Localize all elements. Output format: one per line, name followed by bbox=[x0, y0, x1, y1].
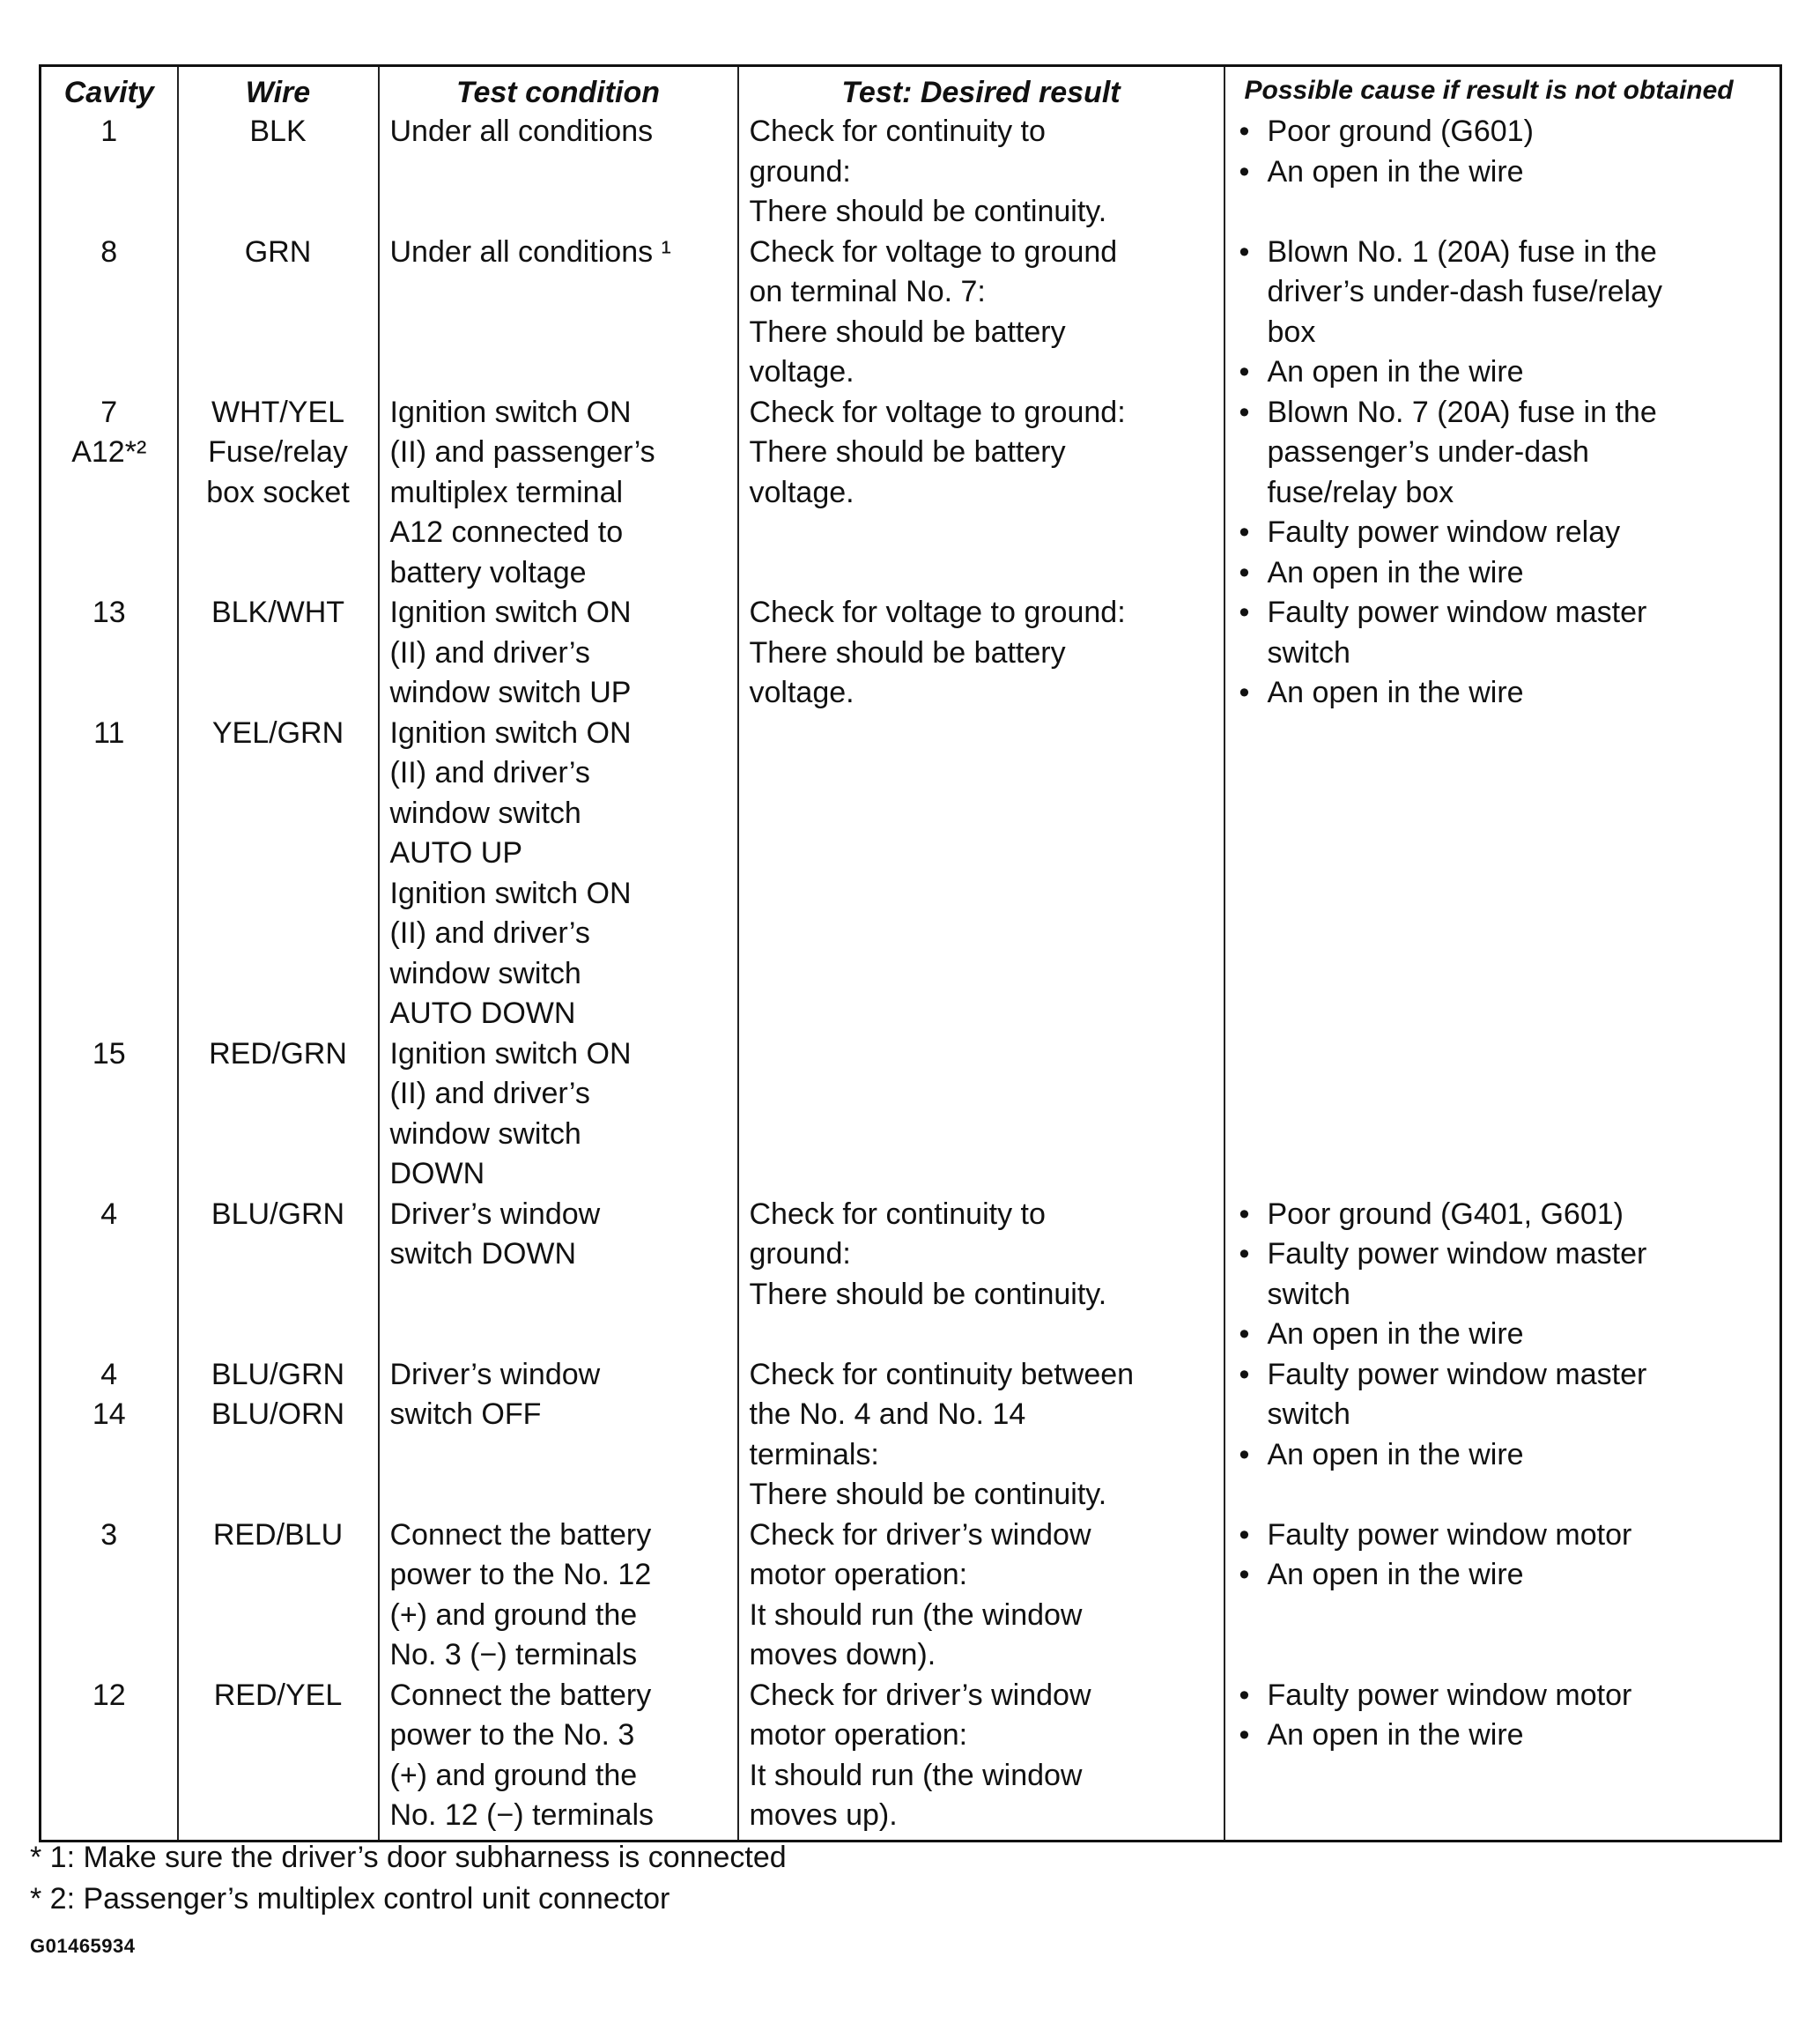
result-cell-line: voltage. bbox=[749, 676, 855, 709]
bullet-icon: • bbox=[1239, 1678, 1250, 1712]
cavity-cell-line: 11 bbox=[93, 715, 125, 750]
wire-cell bbox=[178, 233, 379, 393]
cause-text: An open in the wire bbox=[1267, 1558, 1524, 1591]
table-row bbox=[41, 1516, 1781, 1676]
cause-text: An open in the wire bbox=[1267, 555, 1524, 589]
result-cell-line: voltage. bbox=[749, 475, 855, 509]
cavity-cell-line: 1 bbox=[100, 115, 118, 148]
condition-cell bbox=[379, 233, 738, 393]
result-cell-line: on terminal No. 7: bbox=[749, 275, 986, 308]
wire-cell-line bbox=[189, 673, 367, 714]
result-cell-line: terminals: bbox=[749, 1437, 879, 1471]
wire-cell bbox=[178, 1676, 379, 1842]
cause-text: Faulty power window relay bbox=[1267, 515, 1621, 549]
result-cell bbox=[738, 1516, 1224, 1676]
cause-cell bbox=[1224, 233, 1781, 393]
cause-cell bbox=[1224, 1516, 1781, 1676]
wire-cell-line bbox=[189, 954, 367, 995]
condition-cell-line: (II) and passenger’s bbox=[389, 435, 655, 469]
condition-cell bbox=[379, 1195, 738, 1355]
condition-cell-line: Connect the battery bbox=[389, 1517, 652, 1552]
table-row bbox=[41, 393, 1781, 594]
condition-cell bbox=[379, 1676, 738, 1842]
cavity-cell bbox=[41, 1195, 178, 1355]
bullet-icon: • bbox=[1239, 115, 1250, 148]
condition-cell bbox=[379, 393, 738, 594]
result-cell-line: There should be continuity. bbox=[749, 1478, 1107, 1511]
condition-cell-line: Ignition switch ON bbox=[389, 395, 632, 429]
wire-cell bbox=[178, 1516, 379, 1676]
connector-test-table bbox=[39, 64, 1782, 1842]
wire-cell-line: YEL/GRN bbox=[211, 715, 344, 750]
cause-item bbox=[1236, 393, 1770, 514]
wire-cell-line bbox=[189, 753, 367, 794]
bullet-icon: • bbox=[1239, 355, 1250, 389]
cavity-cell bbox=[41, 1516, 178, 1676]
cause-text: An open in the wire bbox=[1267, 154, 1524, 189]
cause-text: Faulty power window motor bbox=[1267, 1678, 1632, 1712]
result-cell bbox=[738, 393, 1224, 594]
cause-item bbox=[1236, 593, 1770, 673]
cause-item bbox=[1236, 152, 1770, 193]
cause-item bbox=[1236, 553, 1770, 594]
result-cell-line: Check for continuity between bbox=[749, 1357, 1135, 1391]
result-cell-line: Check for voltage to ground bbox=[749, 234, 1118, 269]
cause-text: Faulty power window master switch bbox=[1267, 596, 1647, 670]
condition-cell-line: No. 12 (−) terminals bbox=[389, 1798, 654, 1832]
cause-list bbox=[1236, 593, 1770, 714]
cause-item bbox=[1236, 112, 1770, 152]
header-wire: Wire bbox=[178, 66, 379, 113]
cause-list bbox=[1236, 1195, 1770, 1355]
cause-cell bbox=[1224, 593, 1781, 1195]
condition-cell-line: power to the No. 12 bbox=[389, 1558, 652, 1591]
wire-cell bbox=[178, 593, 379, 1195]
cause-item bbox=[1236, 673, 1770, 714]
condition-cell-line: window switch UP bbox=[389, 676, 632, 709]
header-cavity: Cavity bbox=[63, 76, 154, 109]
table-row bbox=[41, 1355, 1781, 1516]
bullet-icon: • bbox=[1239, 1558, 1250, 1591]
cavity-cell-line bbox=[52, 954, 166, 995]
cause-item bbox=[1236, 233, 1770, 353]
result-cell bbox=[738, 1355, 1224, 1516]
cavity-cell-line: 7 bbox=[100, 395, 118, 429]
wire-cell-line bbox=[189, 794, 367, 834]
cavity-cell-line bbox=[52, 914, 166, 954]
footnotes bbox=[30, 1837, 787, 1920]
bullet-icon: • bbox=[1239, 1517, 1250, 1552]
result-cell-line: Check for continuity to bbox=[749, 1197, 1046, 1231]
result-cell-line: There should be continuity. bbox=[749, 195, 1107, 228]
cause-item bbox=[1236, 1195, 1770, 1235]
cavity-cell-line bbox=[52, 834, 166, 874]
bullet-icon: • bbox=[1239, 1197, 1250, 1231]
result-cell-line: Check for continuity to bbox=[749, 115, 1046, 148]
condition-cell-line: (II) and driver’s bbox=[389, 756, 590, 789]
cause-list bbox=[1236, 393, 1770, 594]
condition-cell-line: Driver’s window bbox=[389, 1357, 601, 1391]
table-row bbox=[41, 233, 1781, 393]
wire-cell-line: BLU/GRN bbox=[211, 1357, 345, 1391]
result-cell-line: motor operation: bbox=[749, 1558, 968, 1591]
cause-text: Faulty power window master switch bbox=[1267, 1357, 1647, 1431]
cause-text: Poor ground (G601) bbox=[1267, 115, 1534, 148]
cause-item bbox=[1236, 1315, 1770, 1355]
cavity-cell-line: 14 bbox=[92, 1397, 126, 1431]
cavity-cell-line bbox=[52, 874, 166, 915]
cause-text: An open in the wire bbox=[1267, 1718, 1524, 1752]
result-cell-line: the No. 4 and No. 14 bbox=[749, 1397, 1026, 1431]
condition-cell-line: Ignition switch ON bbox=[389, 715, 632, 750]
cavity-cell-line bbox=[52, 673, 166, 714]
cause-list bbox=[1236, 1516, 1770, 1596]
cavity-cell-line: 13 bbox=[92, 596, 126, 629]
condition-cell-line: power to the No. 3 bbox=[389, 1718, 635, 1752]
cause-text: Faulty power window master switch bbox=[1267, 1237, 1647, 1311]
result-cell-line: moves down). bbox=[749, 1638, 936, 1671]
condition-cell-line: multiplex terminal bbox=[389, 475, 624, 509]
cause-text: An open in the wire bbox=[1267, 355, 1524, 389]
result-cell bbox=[738, 593, 1224, 1195]
condition-cell-line: (II) and driver’s bbox=[389, 916, 590, 950]
cavity-cell bbox=[41, 593, 178, 1195]
condition-cell-line: (II) and driver’s bbox=[389, 635, 590, 670]
result-cell bbox=[738, 1676, 1224, 1842]
cause-text: An open in the wire bbox=[1267, 1317, 1524, 1351]
cavity-cell-line bbox=[52, 794, 166, 834]
result-cell bbox=[738, 1195, 1224, 1355]
result-cell-line: There should be battery bbox=[749, 435, 1066, 469]
wire-cell-line bbox=[189, 634, 367, 674]
result-cell-line: voltage. bbox=[749, 355, 855, 389]
cause-text: Blown No. 7 (20A) fuse in the passenger’s under-dash fuse/relay box bbox=[1267, 395, 1657, 509]
condition-cell bbox=[379, 593, 738, 1195]
condition-cell-line: DOWN bbox=[389, 1157, 485, 1190]
header-desired-result: Test: Desired result bbox=[738, 66, 1224, 113]
condition-cell-line: Under all conditions ¹ bbox=[389, 234, 671, 269]
cavity-cell bbox=[41, 393, 178, 594]
condition-cell-line: switch OFF bbox=[389, 1397, 542, 1431]
cause-list bbox=[1236, 112, 1770, 192]
footnote-2: * 2: Passenger’s multiplex control unit connector bbox=[30, 1882, 670, 1916]
wire-cell-line: WHT/YEL bbox=[211, 395, 345, 429]
cause-cell bbox=[1224, 112, 1781, 233]
result-cell-line: There should be battery bbox=[749, 315, 1066, 349]
cavity-cell-line: 4 bbox=[100, 1357, 118, 1391]
bullet-icon: • bbox=[1239, 676, 1250, 709]
condition-cell-line: battery voltage bbox=[389, 555, 587, 589]
result-cell-line: Check for voltage to ground: bbox=[749, 395, 1126, 429]
cause-cell bbox=[1224, 393, 1781, 594]
bullet-icon: • bbox=[1239, 1357, 1250, 1391]
table-row bbox=[41, 1676, 1781, 1842]
bullet-icon: • bbox=[1239, 1237, 1250, 1271]
condition-cell-line: Driver’s window bbox=[389, 1197, 601, 1231]
cause-text: Blown No. 1 (20A) fuse in the driver’s under-dash fuse/relay box bbox=[1267, 234, 1663, 349]
condition-cell-line: window switch bbox=[389, 1116, 581, 1151]
condition-cell-line: (+) and ground the bbox=[389, 1597, 638, 1632]
footnote-1: * 1: Make sure the driver’s door subharness is connected bbox=[30, 1841, 787, 1874]
cause-item bbox=[1236, 1676, 1770, 1716]
result-cell-line: There should be continuity. bbox=[749, 1277, 1107, 1311]
cause-list bbox=[1236, 1676, 1770, 1756]
result-cell-line: Check for voltage to ground: bbox=[749, 596, 1126, 629]
condition-cell bbox=[379, 1516, 738, 1676]
bullet-icon: • bbox=[1239, 1437, 1250, 1471]
header-test-condition: Test condition bbox=[379, 66, 738, 113]
condition-cell-line: No. 3 (−) terminals bbox=[389, 1638, 638, 1671]
cavity-cell bbox=[41, 1355, 178, 1516]
result-cell-line: ground: bbox=[749, 154, 851, 189]
wire-cell-line: Fuse/relay bbox=[208, 435, 348, 469]
wire-cell-line: BLU/ORN bbox=[211, 1397, 345, 1431]
bullet-icon: • bbox=[1239, 234, 1250, 269]
cavity-cell bbox=[41, 233, 178, 393]
cause-item bbox=[1236, 1435, 1770, 1476]
cause-item bbox=[1236, 1555, 1770, 1596]
wire-cell-line bbox=[189, 994, 367, 1034]
cause-text: An open in the wire bbox=[1267, 676, 1524, 709]
condition-cell-line: (II) and driver’s bbox=[389, 1077, 590, 1110]
cavity-cell bbox=[41, 1676, 178, 1842]
bullet-icon: • bbox=[1239, 555, 1250, 589]
condition-cell-line: window switch bbox=[389, 796, 581, 830]
condition-cell-line: Under all conditions bbox=[389, 115, 654, 148]
cause-list bbox=[1236, 233, 1770, 393]
figure-id: G01465934 bbox=[30, 1935, 136, 1957]
condition-cell-line: Connect the battery bbox=[389, 1678, 652, 1712]
table-body bbox=[41, 112, 1781, 1841]
condition-cell-line: Ignition switch ON bbox=[389, 1036, 632, 1071]
result-cell-line: There should be battery bbox=[749, 635, 1066, 670]
cavity-cell-line: A12*² bbox=[71, 435, 147, 469]
wire-cell-line: RED/BLU bbox=[212, 1517, 344, 1552]
cavity-cell-line bbox=[52, 634, 166, 674]
result-cell bbox=[738, 112, 1224, 233]
cause-list bbox=[1236, 1355, 1770, 1476]
bullet-icon: • bbox=[1239, 395, 1250, 429]
cause-item bbox=[1236, 352, 1770, 393]
cause-item bbox=[1236, 1516, 1770, 1556]
cavity-cell-line: 8 bbox=[100, 234, 118, 269]
wire-cell bbox=[178, 112, 379, 233]
wire-cell-line: BLK/WHT bbox=[211, 596, 345, 629]
wire-cell bbox=[178, 1195, 379, 1355]
condition-cell-line: window switch bbox=[389, 956, 581, 990]
wire-cell-line: BLU/GRN bbox=[211, 1197, 345, 1231]
table-row bbox=[41, 112, 1781, 233]
condition-cell-line: switch DOWN bbox=[389, 1237, 577, 1271]
cause-cell bbox=[1224, 1195, 1781, 1355]
bullet-icon: • bbox=[1239, 596, 1250, 629]
condition-cell-line: Ignition switch ON bbox=[389, 876, 632, 910]
cause-item bbox=[1236, 1234, 1770, 1315]
cavity-cell-line: 3 bbox=[100, 1517, 118, 1552]
wire-cell-line: box socket bbox=[206, 475, 350, 509]
connector-test-table-wrap bbox=[39, 64, 1779, 1842]
bullet-icon: • bbox=[1239, 1718, 1250, 1752]
cause-text: Poor ground (G401, G601) bbox=[1267, 1197, 1624, 1231]
cavity-cell-line: 4 bbox=[100, 1197, 118, 1231]
cause-text: Faulty power window motor bbox=[1267, 1517, 1632, 1552]
result-cell-line: ground: bbox=[749, 1237, 851, 1271]
cause-item bbox=[1236, 1716, 1770, 1756]
table-header-row bbox=[41, 66, 1781, 113]
result-cell-line: Check for driver’s window bbox=[749, 1678, 1091, 1712]
cavity-cell bbox=[41, 112, 178, 233]
cause-item bbox=[1236, 1355, 1770, 1435]
wire-cell-line: BLK bbox=[249, 115, 307, 148]
wire-cell bbox=[178, 1355, 379, 1516]
table-row bbox=[41, 1195, 1781, 1355]
wire-cell-line bbox=[189, 834, 367, 874]
wire-cell bbox=[178, 393, 379, 594]
header-possible-cause: Possible cause if result is not obtained bbox=[1224, 66, 1781, 113]
wire-cell-line: GRN bbox=[244, 234, 312, 269]
cavity-cell-line bbox=[52, 994, 166, 1034]
condition-cell-line: AUTO DOWN bbox=[389, 997, 576, 1030]
condition-cell bbox=[379, 112, 738, 233]
bullet-icon: • bbox=[1239, 154, 1250, 189]
wire-cell-line: RED/YEL bbox=[213, 1678, 343, 1712]
wire-cell-line bbox=[189, 874, 367, 915]
result-cell-line: motor operation: bbox=[749, 1718, 968, 1752]
cavity-cell-line bbox=[52, 753, 166, 794]
cause-cell bbox=[1224, 1676, 1781, 1842]
result-cell-line: moves up). bbox=[749, 1798, 898, 1832]
cause-text: An open in the wire bbox=[1267, 1437, 1524, 1471]
condition-cell-line: (+) and ground the bbox=[389, 1758, 638, 1792]
bullet-icon: • bbox=[1239, 515, 1250, 549]
result-cell-line: It should run (the window bbox=[749, 1758, 1083, 1792]
cause-item bbox=[1236, 513, 1770, 553]
condition-cell-line: A12 connected to bbox=[389, 515, 624, 549]
cause-cell bbox=[1224, 1355, 1781, 1516]
result-cell-line: It should run (the window bbox=[749, 1597, 1083, 1632]
result-cell-line: Check for driver’s window bbox=[749, 1517, 1091, 1552]
cavity-cell-line: 12 bbox=[92, 1678, 126, 1712]
wire-cell-line bbox=[189, 914, 367, 954]
bullet-icon: • bbox=[1239, 1317, 1250, 1351]
condition-cell-line: AUTO UP bbox=[389, 836, 523, 870]
table-row bbox=[41, 593, 1781, 1195]
result-cell bbox=[738, 233, 1224, 393]
condition-cell bbox=[379, 1355, 738, 1516]
condition-cell-line: Ignition switch ON bbox=[389, 596, 632, 629]
wire-cell-line: RED/GRN bbox=[209, 1036, 347, 1071]
cavity-cell-line: 15 bbox=[92, 1036, 126, 1071]
